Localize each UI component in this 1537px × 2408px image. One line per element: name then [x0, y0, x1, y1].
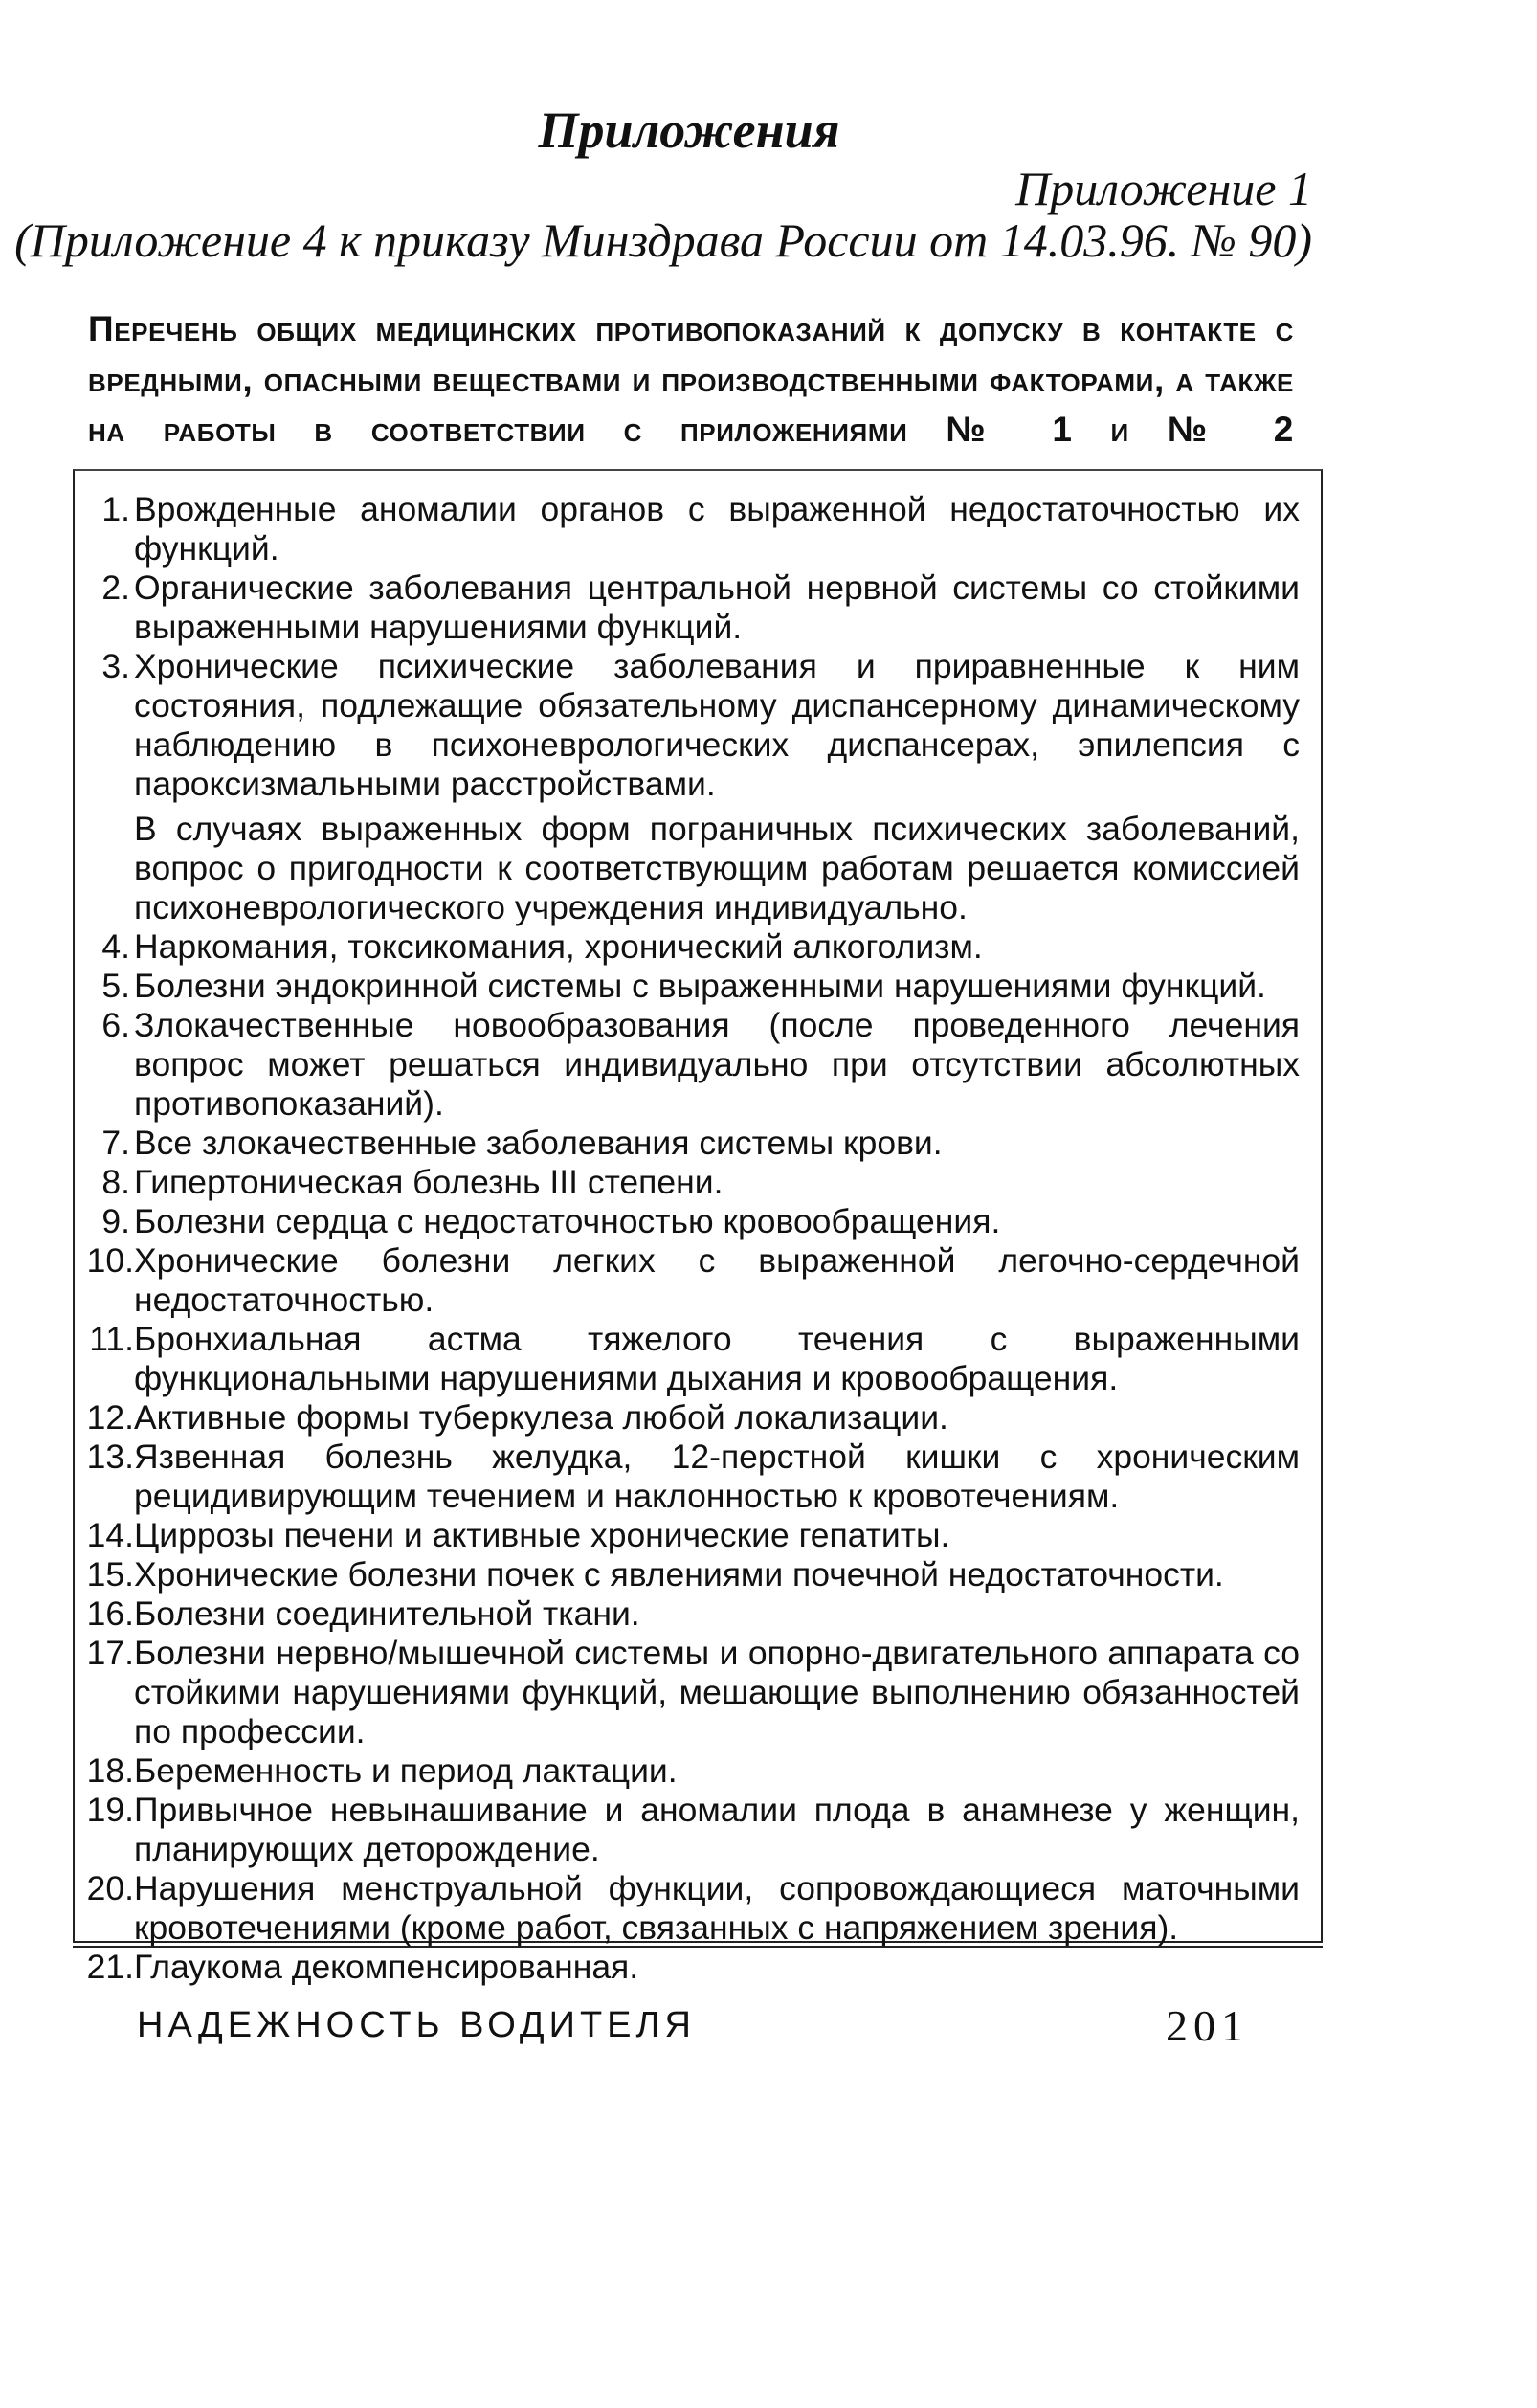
item-number: 17. [86, 1634, 134, 1672]
item-text: Глаукома декомпенсированная. [134, 1948, 639, 1986]
list-item [75, 1791, 1300, 1869]
item-text: Беременность и период лактации. [134, 1751, 678, 1790]
item-text: Нарушения менструальной функции, сопровождающиеся маточными кровотечениями (кроме работ, связанных с напряжением зрения). [134, 1869, 1300, 1947]
item-number: 11. [89, 1320, 134, 1358]
item-text: Наркомания, токсикомания, хронический алкоголизм. [134, 927, 983, 966]
item-number: 6. [101, 1006, 130, 1044]
item-number: 2. [101, 569, 130, 607]
document-heading: Перечень общих медицинских противопоказаний к допуску в контакте с вредными, опасными веществами и производственными факторами, а также на работы в соответствии с приложениями № 1 и № 2 [88, 309, 1294, 450]
item-number: 13. [86, 1438, 134, 1476]
list-item [75, 1438, 1300, 1516]
list-item [75, 1948, 1300, 1987]
contraindications-box [73, 469, 1323, 1986]
item-number: 4. [101, 927, 130, 966]
item-text: Активные формы туберкулеза любой локализации. [134, 1398, 948, 1437]
item-text: Гипертоническая болезнь III степени. [134, 1163, 724, 1201]
item-text: Хронические болезни легких с выраженной легочно-сердечной недостаточностью. [134, 1241, 1300, 1319]
list-item [75, 1006, 1300, 1124]
item-number: 5. [101, 967, 130, 1005]
list-item [75, 1751, 1300, 1791]
item-text: Болезни соединительной ткани. [134, 1594, 640, 1633]
item-number: 19. [86, 1791, 134, 1829]
item-note: В случаях выраженных форм пограничных психических заболеваний, вопрос о пригодности к соответствующим работам решается комиссией психоневрологического учреждения индивидуально. [134, 810, 1300, 926]
list-item [75, 1163, 1300, 1202]
list-item [75, 1202, 1300, 1241]
list-item [75, 1594, 1300, 1634]
item-text: Болезни эндокринной системы с выраженными нарушениями функций. [134, 967, 1266, 1005]
contraindications-list [75, 471, 1321, 1987]
item-number: 12. [86, 1398, 134, 1437]
item-text: Циррозы печени и активные хронические гепатиты. [134, 1516, 950, 1554]
list-item [75, 967, 1300, 1006]
page-number: 201 [1166, 2001, 1249, 2050]
list-item [75, 647, 1300, 927]
item-text: Бронхиальная астма тяжелого течения с выраженными функциональными нарушениями дыхания и кровообращения. [134, 1320, 1300, 1397]
item-number: 20. [86, 1869, 134, 1907]
list-item [75, 1516, 1300, 1555]
item-number: 16. [86, 1594, 134, 1633]
item-text: Врожденные аномалии органов с выраженной недостаточностью их функций. [134, 490, 1300, 568]
item-text: Органические заболевания центральной нервной системы со стойкими выраженными нарушениями функций. [134, 569, 1300, 646]
list-item [75, 1869, 1300, 1948]
list-item [75, 927, 1300, 967]
item-number: 3. [101, 647, 130, 685]
item-text: Хронические психические заболевания и приравненные к ним состояния, подлежащие обязательному диспансерному динамическому наблюдению в психоневрологических диспансерах, эпилепсия с пароксизмальными расстройствами. [134, 647, 1300, 803]
running-footer-title: НАДЕЖНОСТЬ ВОДИТЕЛЯ [137, 2005, 696, 2045]
appendix-number: Приложение 1 [1015, 162, 1312, 215]
list-item [75, 1241, 1300, 1320]
list-item [75, 1320, 1300, 1398]
list-item [75, 490, 1300, 569]
list-item [75, 1398, 1300, 1438]
item-text: Привычное невынашивание и аномалии плода в анамнезе у женщин, планирующих деторождение. [134, 1791, 1300, 1868]
list-item [75, 1124, 1300, 1163]
item-text: Болезни нервно/мышечной системы и опорно-двигательного аппарата со стойкими нарушениями функций, мешающие выполнению обязанностей по профессии. [134, 1634, 1300, 1750]
item-number: 8. [101, 1163, 130, 1201]
item-number: 14. [86, 1516, 134, 1554]
item-number: 15. [86, 1555, 134, 1594]
item-text: Злокачественные новообразования (после проведенного лечения вопрос может решаться индивидуально при отсутствии абсолютных противопоказаний). [134, 1006, 1300, 1123]
item-text: Все злокачественные заболевания системы крови. [134, 1124, 943, 1162]
item-number: 10. [86, 1241, 134, 1280]
item-number: 7. [101, 1124, 130, 1162]
item-text: Язвенная болезнь желудка, 12-перстной кишки с хроническим рецидивирующим течением и наклонностью к кровотечениям. [134, 1438, 1300, 1515]
list-item [75, 569, 1300, 647]
item-number: 9. [101, 1202, 130, 1240]
item-text: Хронические болезни почек с явлениями почечной недостаточности. [134, 1555, 1224, 1594]
item-text: Болезни сердца с недостаточностью кровообращения. [134, 1202, 1001, 1240]
list-item [75, 1555, 1300, 1594]
item-number: 1. [101, 490, 130, 528]
item-number: 21. [86, 1948, 134, 1986]
item-number: 18. [86, 1751, 134, 1790]
list-item [75, 1634, 1300, 1751]
appendix-reference: (Приложение 4 к приказу Минздрава России от 14.03.96. № 90) [14, 213, 1312, 267]
section-title: Приложения [538, 101, 840, 159]
